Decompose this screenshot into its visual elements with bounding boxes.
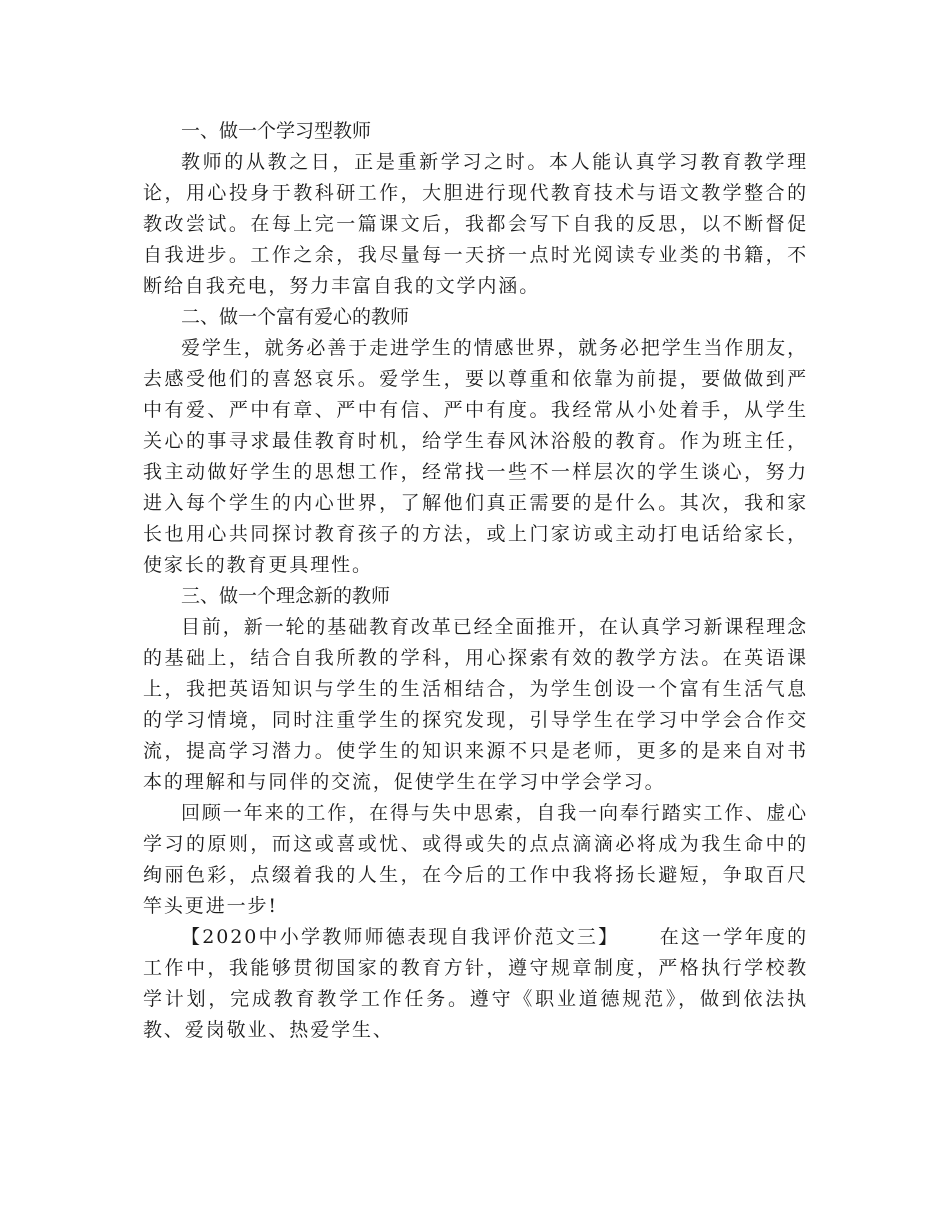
section-heading-2: 二、做一个富有爱心的教师 (181, 306, 410, 328)
section-paragraph-3: 目前，新一轮的基础教育改革已经全面推开，在认真学习新课程理念的基础上，结合自我所教的学科，用心探索有效的教学方法。在英语课上，我把英语知识与学生的生活相结合，为学生创设一个富有生活气息的学习情境，同时注重学生的探究发现，引导学生在学习中学会合作交流，提高学习潜力。使学生的知识来源不只是老师，更多的是来自对书本的理解和与同伴的交流，促使学生在学习中学会学习。 (143, 616, 809, 793)
section-paragraph-2: 爱学生，就务必善于走进学生的情感世界，就务必把学生当作朋友，去感受他们的喜怒哀乐。爱学生，要以尊重和依靠为前提，要做做到严中有爱、严中有章、严中有信、严中有度。我经常从小处着手，从学生关心的事寻求最佳教育时机，给学生春风沐浴般的教育。作为班主任，我主动做好学生的思想工作，经常找一些不一样层次的学生谈心，努力进入每个学生的内心世界，了解他们真正需要的是什么。其次，我和家长也用心共同探讨教育孩子的方法，或上门家访或主动打电话给家长，使家长的教育更具理性。 (143, 337, 809, 576)
review-paragraph: 回顾一年来的工作，在得与失中思索，自我一向奉行踏实工作、虚心学习的原则，而这或喜或忧、或得或失的点点滴滴必将成为我生命中的绚丽色彩，点缀着我的人生，在今后的工作中我将扬长避短，争取百尺竿头更进一步! (143, 802, 809, 917)
section-paragraph-1: 教师的从教之日，正是重新学习之时。本人能认真学习教育教学理论，用心投身于教科研工作，大胆进行现代教育技术与语文教学整合的教改尝试。在每上完一篇课文后，我都会写下自我的反思，以不断督促自我进步。工作之余，我尽量每一天挤一点时光阅读专业类的书籍，不断给自我充电，努力丰富自我的文学内涵。 (143, 151, 808, 297)
next-section-title: 【2020中小学教师师德表现自我评价范文三】 (181, 926, 620, 948)
section-heading-1: 一、做一个学习型教师 (181, 120, 372, 142)
next-section-body: 在这一学年度的工作中，我能够贯彻国家的教育方针，遵守规章制度，严格执行学校教学计划，完成教育教学工作任务。遵守《职业道德规范》，做到依法执教、爱岗敬业、热爱学生、 (143, 926, 808, 1041)
next-section-paragraph (143, 922, 808, 1046)
section-heading-3: 三、做一个理念新的教师 (181, 585, 391, 607)
document-body (143, 116, 808, 1046)
